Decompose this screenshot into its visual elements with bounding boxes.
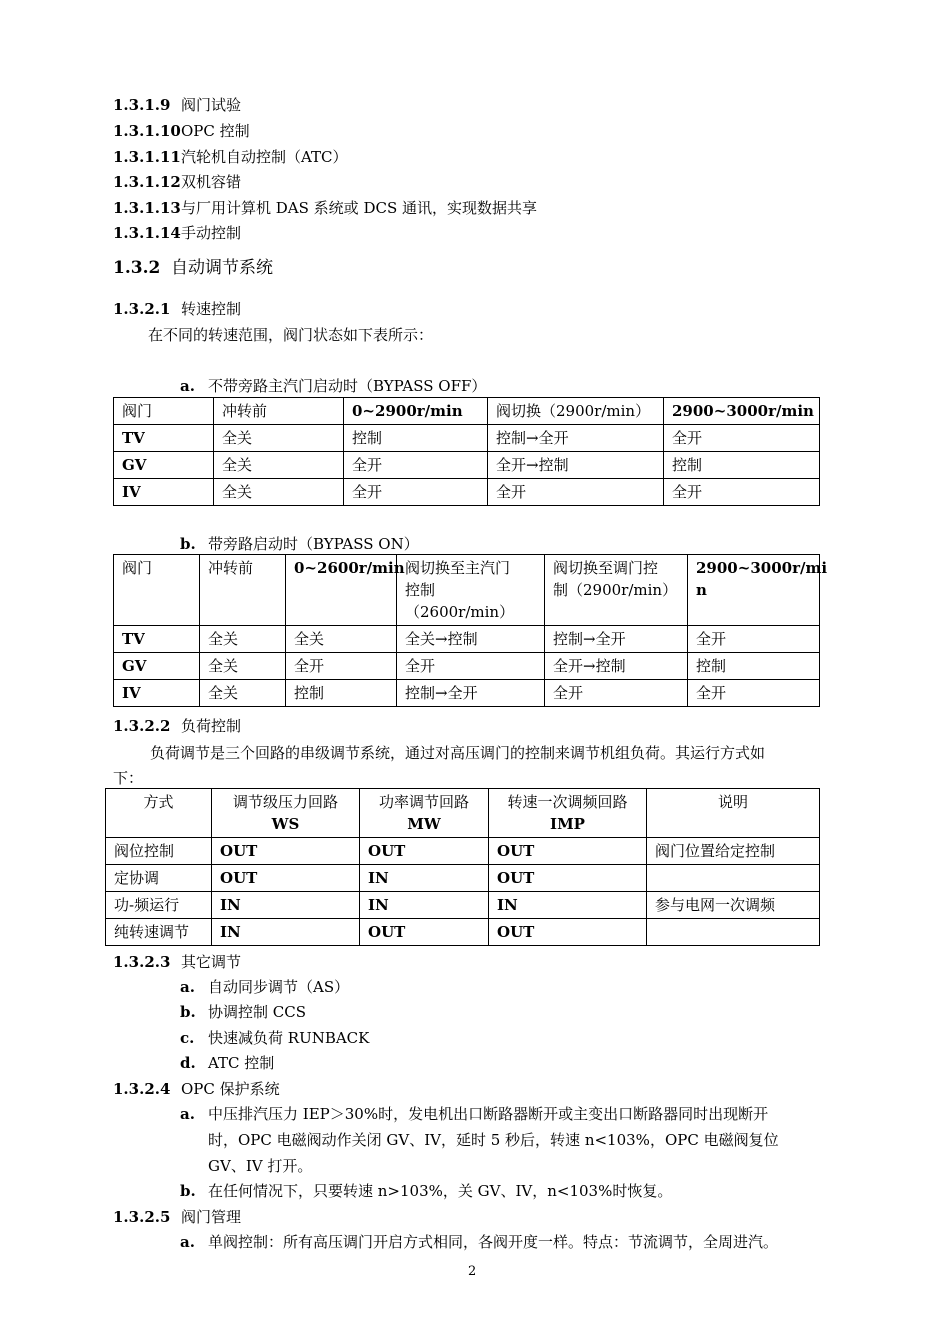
valve-table-bypass-off <box>113 397 820 506</box>
table-row <box>114 653 820 680</box>
table-cell: 全开 <box>397 653 545 680</box>
table-header-cell: 调节级压力回路 WS <box>212 789 360 838</box>
table-cell: TV <box>114 626 200 653</box>
table-cell: 全关 <box>200 653 286 680</box>
table-row <box>114 452 820 479</box>
subsection-heading: 1.3.2.1 转速控制 <box>113 300 242 318</box>
table-row <box>106 838 820 865</box>
page-number: 2 <box>468 1264 477 1279</box>
table-cell: IV <box>114 479 214 506</box>
table-row <box>106 892 820 919</box>
list-label: a. <box>180 1233 195 1251</box>
table-row <box>114 425 820 452</box>
list-item: c. 快速减负荷 RUNBACK <box>180 1029 370 1047</box>
paragraph-line: 中压排汽压力 IEP＞30%时，发电机出口断路器断开或主变出口断路器同时出现断开 <box>208 1105 769 1123</box>
paragraph-line: 下： <box>113 769 144 787</box>
table-cell: 控制 <box>664 452 820 479</box>
table-cell: 全开 <box>488 479 664 506</box>
list-label: a. <box>180 1105 195 1123</box>
paragraph-line: 单阀控制：所有高压调门开启方式相同，各阀开度一样。特点：节流调节，全周进汽。 <box>208 1233 779 1251</box>
table-cell: 全开 <box>344 479 488 506</box>
table-header-cell: 方式 <box>106 789 212 838</box>
list-item: b. 协调控制 CCS <box>180 1003 306 1021</box>
table-header-cell: 冲转前 <box>200 555 286 626</box>
table-cell: OUT <box>360 919 489 946</box>
table-cell: IN <box>489 892 647 919</box>
table-cell <box>647 865 820 892</box>
list-item: 1.3.1.13与厂用计算机 DAS 系统或 DCS 通讯，实现数据共享 <box>113 199 537 217</box>
table-cell: IN <box>360 865 489 892</box>
table-cell: 阀门位置给定控制 <box>647 838 820 865</box>
section-heading: 1.3.2 自动调节系统 <box>113 258 273 278</box>
table-cell: 全关 <box>214 425 344 452</box>
table-cell: 阀位控制 <box>106 838 212 865</box>
table-cell: GV <box>114 653 200 680</box>
subsection-heading: 1.3.2.2 负荷控制 <box>113 717 242 735</box>
table-cell: 全开 <box>664 479 820 506</box>
list-item: 1.3.1.9 阀门试验 <box>113 96 242 114</box>
table-cell: 全开 <box>344 452 488 479</box>
subsection-heading: 1.3.2.4 OPC 保护系统 <box>113 1080 280 1098</box>
table-cell: 纯转速调节 <box>106 919 212 946</box>
table-cell: IN <box>360 892 489 919</box>
load-control-table <box>105 788 820 946</box>
table-caption: b. 带旁路启动时（BYPASS ON） <box>180 535 419 553</box>
table-cell: 控制 <box>344 425 488 452</box>
table-cell: OUT <box>489 919 647 946</box>
table-cell: 全关 <box>214 479 344 506</box>
valve-table-bypass-on <box>113 554 828 707</box>
table-cell: 全开→控制 <box>545 653 688 680</box>
table-header-row <box>114 555 820 626</box>
table-cell: 全关 <box>200 626 286 653</box>
table-cell: 控制→全开 <box>397 680 545 707</box>
list-item: 1.3.1.11汽轮机自动控制（ATC） <box>113 148 348 166</box>
list-item: d. ATC 控制 <box>180 1054 275 1072</box>
table-cell: 功-频运行 <box>106 892 212 919</box>
table-header-cell: 转速一次调频回路 IMP <box>489 789 647 838</box>
table-cell: 全开 <box>688 626 820 653</box>
table-cell: 全关 <box>214 452 344 479</box>
list-item: a. 自动同步调节（AS） <box>180 978 350 996</box>
subsection-heading: 1.3.2.3 其它调节 <box>113 953 242 971</box>
table-header-cell: 阀门 <box>114 555 200 626</box>
list-item: 1.3.1.12双机容错 <box>113 173 242 191</box>
table-row <box>114 680 820 707</box>
table-cell: 控制 <box>286 680 397 707</box>
table-cell: OUT <box>212 838 360 865</box>
table-row <box>106 919 820 946</box>
paragraph-line: 在任何情况下，只要转速 n>103%，关 GV、IV，n<103%时恢复。 <box>208 1182 673 1200</box>
table-cell: 定协调 <box>106 865 212 892</box>
table-cell: 全开 <box>664 425 820 452</box>
table-header-cell: 阀切换至主汽门 控制（2600r/min） <box>397 555 545 626</box>
table-cell: 控制 <box>688 653 820 680</box>
table-cell <box>647 919 820 946</box>
table-header-cell: 阀切换（2900r/min） <box>488 398 664 425</box>
list-item: 1.3.1.14手动控制 <box>113 224 242 242</box>
paragraph: 在不同的转速范围，阀门状态如下表所示： <box>148 326 434 344</box>
table-cell: GV <box>114 452 214 479</box>
table-caption: a. 不带旁路主汽门启动时（BYPASS OFF） <box>180 377 487 395</box>
table-cell: 全开→控制 <box>488 452 664 479</box>
table-cell: 全关 <box>200 680 286 707</box>
table-header-cell: 冲转前 <box>214 398 344 425</box>
table-header-cell: 0~2600r/min <box>286 555 397 626</box>
table-row <box>114 626 820 653</box>
list-label: b. <box>180 1182 196 1200</box>
table-header-row <box>114 398 820 425</box>
table-cell: IN <box>212 892 360 919</box>
table-header-row <box>106 789 820 838</box>
table-header-cell: 0~2900r/min <box>344 398 488 425</box>
table-header-cell: 阀切换至调门控 制（2900r/min） <box>545 555 688 626</box>
table-cell: 全关 <box>286 626 397 653</box>
subsection-heading: 1.3.2.5 阀门管理 <box>113 1208 242 1226</box>
table-cell: 参与电网一次调频 <box>647 892 820 919</box>
table-header-cell: 说明 <box>647 789 820 838</box>
table-row <box>106 865 820 892</box>
table-row <box>114 479 820 506</box>
table-header-cell: 2900~3000r/min <box>664 398 820 425</box>
table-cell: OUT <box>212 865 360 892</box>
table-header-cell: 2900~3000r/mi n <box>688 555 820 626</box>
table-cell: 控制→全开 <box>488 425 664 452</box>
table-header-cell: 功率调节回路 MW <box>360 789 489 838</box>
table-cell: OUT <box>489 838 647 865</box>
paragraph-line: 时，OPC 电磁阀动作关闭 GV、IV，延时 5 秒后，转速 n<103%，OPC 电磁阀复位 <box>208 1131 779 1149</box>
list-item: 1.3.1.10OPC 控制 <box>113 122 250 140</box>
table-cell: IN <box>212 919 360 946</box>
table-cell: OUT <box>360 838 489 865</box>
table-header-cell: 阀门 <box>114 398 214 425</box>
table-cell: 控制→全开 <box>545 626 688 653</box>
table-cell: 全开 <box>286 653 397 680</box>
paragraph-line: 负荷调节是三个回路的串级调节系统，通过对高压调门的控制来调节机组负荷。其运行方式如 <box>150 744 766 762</box>
table-cell: 全开 <box>545 680 688 707</box>
table-cell: TV <box>114 425 214 452</box>
table-cell: 全关→控制 <box>397 626 545 653</box>
table-cell: IV <box>114 680 200 707</box>
paragraph-line: GV、IV 打开。 <box>208 1157 313 1175</box>
table-cell: OUT <box>489 865 647 892</box>
table-cell: 全开 <box>688 680 820 707</box>
